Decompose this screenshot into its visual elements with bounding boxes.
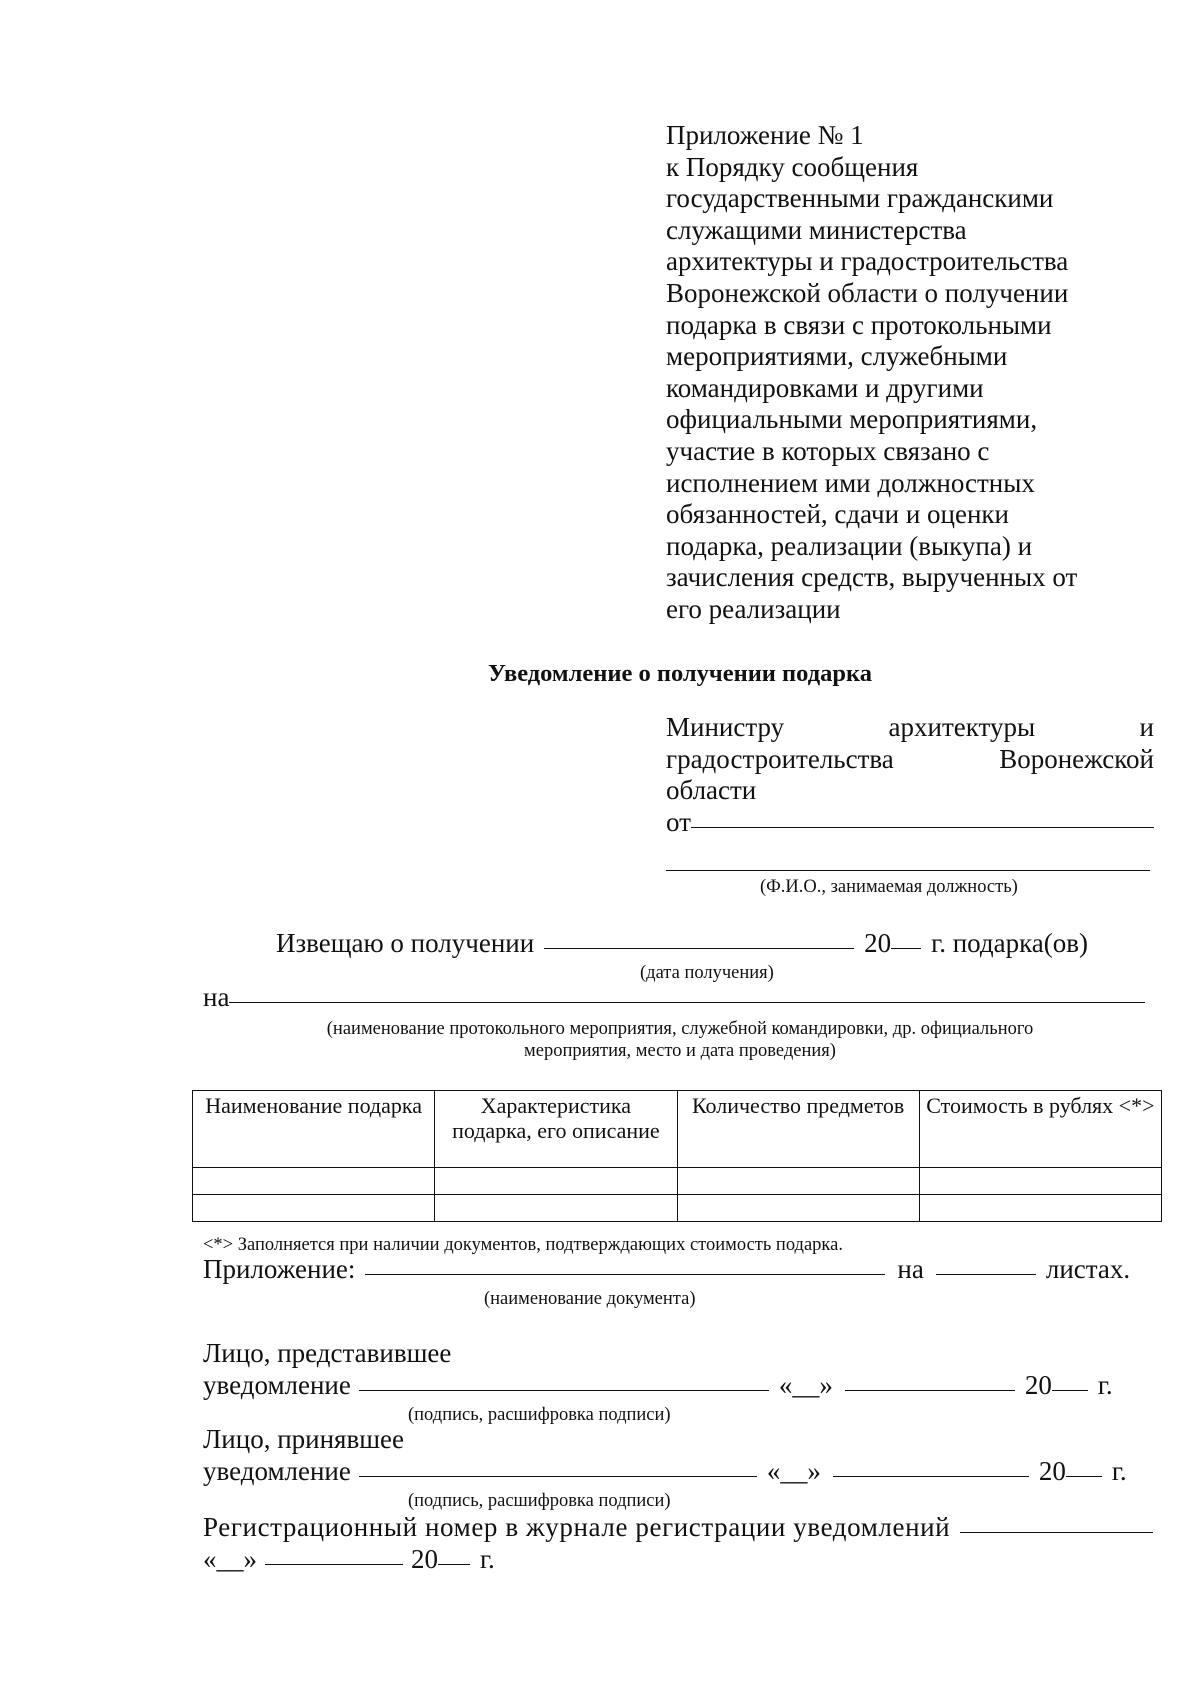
event-field[interactable] <box>229 1002 1145 1003</box>
registration-year-field[interactable] <box>438 1564 470 1565</box>
receiver-line1: Лицо, принявшее <box>203 1424 404 1454</box>
addressee-block <box>666 712 1154 838</box>
appendix-line: официальными мероприятиями, <box>666 404 1038 435</box>
submitter-g: г. <box>1097 1369 1113 1400</box>
submitter-signature-field[interactable] <box>359 1390 769 1391</box>
table-row <box>193 1168 1162 1195</box>
event-caption-line: (наименование протокольного мероприятия, служебной командировки, др. официального <box>326 1019 1034 1039</box>
receiver-block <box>203 1424 1153 1487</box>
appendix-line: мероприятиями, служебными <box>666 341 1008 372</box>
registration-number-field[interactable] <box>960 1532 1153 1533</box>
event-row <box>203 982 1145 1013</box>
from-label: от <box>666 806 691 837</box>
na-label: на <box>203 982 230 1012</box>
appendix-title: Приложение № 1 <box>666 120 864 150</box>
inform-suffix: г. подарка(ов) <box>931 928 1089 958</box>
receiver-caption: (подпись, расшифровка подписи) <box>408 1491 671 1511</box>
registration-row <box>203 1512 1153 1544</box>
fio-field[interactable] <box>666 870 1150 871</box>
attachment-sheets: листах. <box>1045 1254 1131 1284</box>
registration-g: г. <box>480 1543 495 1574</box>
submitter-year-field[interactable] <box>1052 1390 1088 1391</box>
header-quantity: Количество предметов <box>677 1091 919 1168</box>
event-caption <box>240 1018 1120 1062</box>
attachment-na: на <box>897 1254 924 1284</box>
appendix-line: его реализации <box>666 593 841 624</box>
appendix-line: Воронежской области о получении <box>666 277 1069 308</box>
addressee-line: градостроительства Воронежской <box>666 743 1154 774</box>
registration-date-row <box>203 1544 1153 1576</box>
submitter-year: 20 <box>1024 1369 1052 1400</box>
receiver-year-field[interactable] <box>1066 1476 1102 1477</box>
table-cell[interactable] <box>677 1168 919 1195</box>
date-caption: (дата получения) <box>640 963 774 983</box>
receiver-row <box>203 1456 1153 1488</box>
registration-month-field[interactable] <box>265 1564 403 1565</box>
attachment-doc-field[interactable] <box>365 1274 885 1275</box>
submitter-line1: Лицо, представившее <box>203 1338 452 1368</box>
table-cell[interactable] <box>919 1168 1161 1195</box>
gifts-table <box>192 1090 1162 1222</box>
from-row <box>666 807 1154 839</box>
notice-title: Уведомление о получении подарка <box>488 660 872 687</box>
year-prefix: 20 <box>864 928 892 958</box>
inform-prefix: Извещаю о получении <box>276 928 535 958</box>
table-cell[interactable] <box>435 1195 677 1222</box>
header-description: Характеристика подарка, его описание <box>435 1091 677 1168</box>
receiver-month-field[interactable] <box>833 1476 1029 1477</box>
table-cell[interactable] <box>919 1195 1161 1222</box>
receiver-line2: уведомление <box>203 1455 351 1486</box>
appendix-line: государственными гражданскими <box>666 183 1054 214</box>
table-cell[interactable] <box>435 1168 677 1195</box>
appendix-line: зачисления средств, вырученных от <box>666 562 1078 593</box>
doc-caption: (наименование документа) <box>484 1289 696 1309</box>
appendix-line: обязанностей, сдачи и оценки <box>666 499 1009 530</box>
appendix-line: подарка в связи с протокольными <box>666 309 1052 340</box>
appendix-header <box>666 120 1154 626</box>
appendix-line: подарка, реализации (выкупа) и <box>666 530 1033 561</box>
registration-day: «__» <box>203 1543 257 1574</box>
table-cell[interactable] <box>677 1195 919 1222</box>
event-caption-line: мероприятия, место и дата проведения) <box>524 1041 836 1061</box>
attachment-row <box>203 1254 1153 1285</box>
year-field[interactable] <box>891 948 921 949</box>
registration-label: Регистрационный номер в журнале регистрации уведомлений <box>203 1512 951 1542</box>
submitter-day: «__» <box>778 1369 833 1400</box>
submitter-row <box>203 1370 1153 1402</box>
receiver-g: г. <box>1111 1455 1127 1486</box>
receiver-signature-field[interactable] <box>359 1476 757 1477</box>
appendix-line: исполнением ими должностных <box>666 467 1035 498</box>
receiver-year: 20 <box>1038 1455 1066 1486</box>
registration-year: 20 <box>411 1543 438 1574</box>
sheets-count-field[interactable] <box>936 1274 1036 1275</box>
appendix-line: служащими министерства <box>666 214 967 245</box>
submitter-caption: (подпись, расшифровка подписи) <box>408 1405 671 1425</box>
attachment-label: Приложение: <box>203 1254 356 1284</box>
table-cell[interactable] <box>193 1195 435 1222</box>
appendix-line: командировками и другими <box>666 372 984 403</box>
addressee-line: области <box>666 775 757 806</box>
from-field[interactable] <box>691 827 1154 828</box>
submitter-block <box>203 1338 1153 1401</box>
inform-row <box>276 928 1156 959</box>
table-header-row <box>193 1091 1162 1168</box>
addressee-line: Министру архитектуры и <box>666 712 1154 742</box>
appendix-line: архитектуры и градостроительства <box>666 246 1069 277</box>
submitter-month-field[interactable] <box>845 1390 1015 1391</box>
header-cost: Стоимость в рублях <*> <box>919 1091 1161 1168</box>
footnote: <*> Заполняется при наличии документов, подтверждающих стоимость подарка. <box>203 1235 843 1255</box>
receipt-date-field[interactable] <box>544 948 854 949</box>
table-row <box>193 1195 1162 1222</box>
header-gift-name: Наименование подарка <box>193 1091 435 1168</box>
submitter-line2: уведомление <box>203 1369 351 1400</box>
receiver-day: «__» <box>766 1455 821 1486</box>
appendix-line: к Порядку сообщения <box>666 151 919 182</box>
table-cell[interactable] <box>193 1168 435 1195</box>
appendix-line: участие в которых связано с <box>666 435 990 466</box>
registration-block <box>203 1512 1153 1575</box>
fio-caption: (Ф.И.О., занимаемая должность) <box>760 877 1018 897</box>
